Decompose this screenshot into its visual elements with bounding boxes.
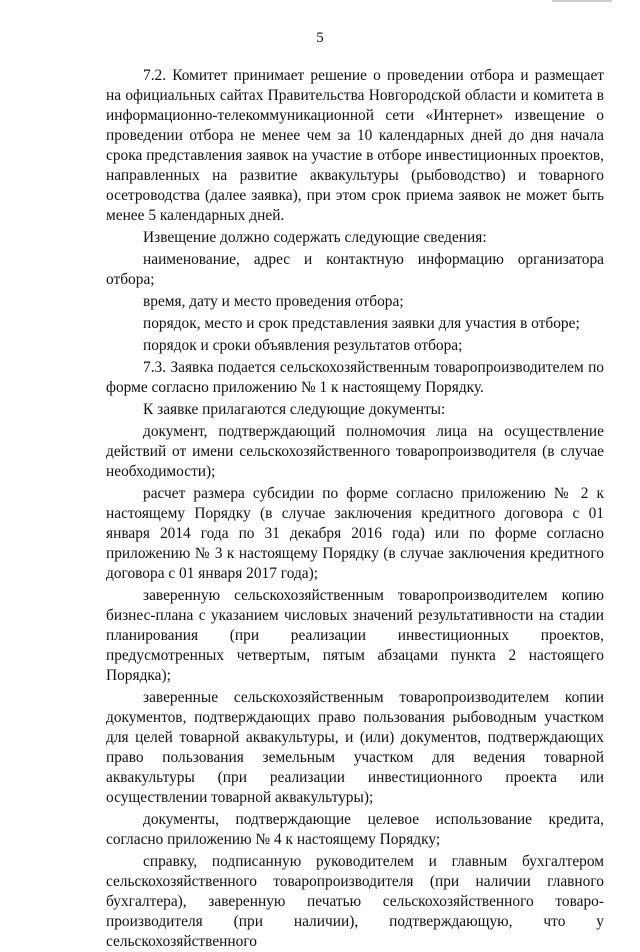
paragraph-document-item: заверенные сельскохозяйственным товаропроизводителем копии документов, подтверждающих право пользования рыбоводным участком для целей товарной аквакультуры, и (или) документов, подтверждающих право пользования земельным участком для ведения товарной аквакультуры (при реализации инвестиционного проекта или осуществлении товарной аквакультуры); — [106, 689, 604, 806]
paragraph-document-item: документы, подтверждающие целевое использование кредита, согласно приложению № 4 к настоящему Порядку; — [106, 811, 604, 848]
paragraph-document-item: документ, подтверждающий полномочия лица на осуществление действий от имени сельскохозяйственного товаропроизводителя (в случае необходимости); — [106, 423, 604, 480]
paragraph-notice-item: наименование, адрес и контактную информацию организатора отбора; — [106, 251, 604, 288]
paragraph-document-item: справку, подписанную руководителем и главным бухгалтером сельскохозяйственного товаропроизводителя (при наличии главного бухгалтера), заверенную печатью сельскохозяйственного товаро-производителя (при наличии), подтверждающую, что у сельскохозяйственного — [106, 853, 604, 950]
paragraph-notice-item: порядок и сроки объявления результатов отбора; — [143, 337, 463, 354]
paragraph-document-item: расчет размера субсидии по форме согласно приложению № 2 к настоящему Порядку (в случае заключения кредитного договора с 01 января 2014 года по 31 декабря 2016 года) или по форме согласно приложению № 3 к настоящему Порядку (в случае заключения кредитного договора с 01 января 2017 года); — [106, 485, 604, 582]
page-number: 5 — [316, 30, 324, 46]
paragraph-documents-intro: К заявке прилагаются следующие документы: — [143, 401, 446, 418]
paragraph-7-2: 7.2. Комитет принимает решение о проведении отбора и размещает на официальных сайтах Правительства Новгородской области и комитета в информационно-телекоммуникационной сети «Интернет» извещение о проведении отбора не менее чем за 10 календарных дней до дня начала срока представления заявок на участие в отборе инвестиционных проектов, направленных на развитие аквакультуры (рыбоводство) и товарного осетроводства (далее заявка), при этом срок приема заявок не может быть менее 5 календарных дней. — [106, 67, 604, 224]
paragraph-notice-item: порядок, место и срок представления заявки для участия в отборе; — [143, 315, 580, 332]
paragraph-7-3: 7.3. Заявка подается сельскохозяйственным товаропроизводителем по форме согласно приложению № 1 к настоящему Порядку. — [106, 359, 604, 396]
paragraph-notice-item: время, дату и место проведения отбора; — [143, 293, 404, 310]
scan-edge-mark — [552, 0, 612, 2]
paragraph-document-item: заверенную сельскохозяйственным товаропроизводителем копию бизнес-плана с указанием числовых значений результативности на стадии планирования (при реализации инвестиционных проектов, предусмотренных четвертым, пятым абзацами пункта 2 настоящего Порядка); — [106, 587, 604, 684]
paragraph-notice-intro: Извещение должно содержать следующие сведения: — [143, 229, 487, 246]
document-body — [106, 66, 604, 952]
